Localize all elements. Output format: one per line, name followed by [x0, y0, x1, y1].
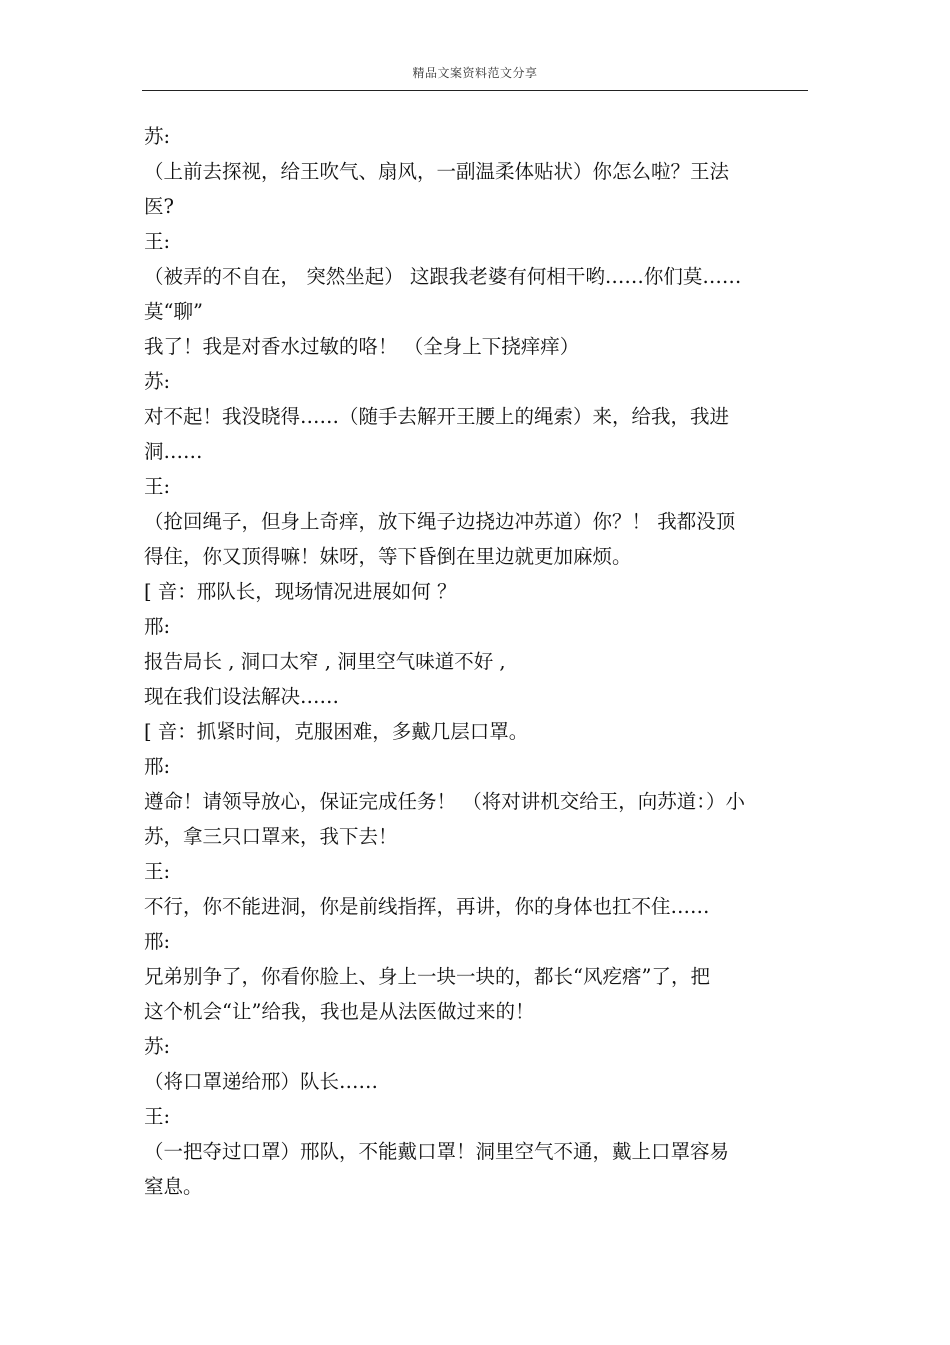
header-divider: [142, 90, 808, 91]
text-line: 现在我们设法解决……: [144, 685, 340, 708]
text-line: （被弄的不自在， 突然坐起） 这跟我老婆有何相干哟……你们莫……: [144, 265, 742, 288]
text-line: [ 音：抓紧时间，克服困难，多戴几层口罩。: [144, 720, 529, 743]
text-line: 报告局长 , 洞口太窄 , 洞里空气味道不好 ,: [144, 650, 506, 673]
text-line: （一把夺过口罩）邢队，不能戴口罩！洞里空气不通，戴上口罩容易: [144, 1140, 730, 1163]
text-line: 医?: [144, 195, 174, 218]
text-line: 遵命！请领导放心，保证完成任务！ （将对讲机交给王，向苏道：）小: [144, 790, 745, 813]
text-line: 王:: [144, 1105, 171, 1128]
text-line: [ 音：邢队长，现场情况进展如何 ？: [144, 580, 457, 603]
text-line: 邢:: [144, 615, 171, 638]
text-line: 王:: [144, 475, 171, 498]
text-line: 莫“聊”: [144, 300, 203, 323]
text-line: （将口罩递给邢）队长……: [144, 1070, 379, 1093]
text-line: 不行，你不能进洞，你是前线指挥，再讲，你的身体也扛不住……: [144, 895, 710, 918]
text-line: 我了！我是对香水过敏的咯！ （全身上下挠痒痒）: [144, 335, 580, 358]
text-line: 苏，拿三只口罩来，我下去！: [144, 825, 398, 848]
text-line: 苏:: [144, 1035, 171, 1058]
text-line: （抢回绳子，但身上奇痒，放下绳子边挠边冲苏道）你？！ 我都没顶: [144, 510, 736, 533]
page-header: 精品文案资料范文分享: [412, 66, 538, 80]
text-line: 兄弟别争了，你看你脸上、身上一块一块的，都长“风疙瘩”了，把: [144, 965, 710, 988]
text-line: 对不起！我没晓得……（随手去解开王腰上的绳索）来，给我，我进: [144, 405, 730, 428]
text-line: 邢:: [144, 755, 171, 778]
text-line: 王:: [144, 860, 171, 883]
text-line: 这个机会“让”给我，我也是从法医做过来的！: [144, 1000, 535, 1023]
script-body: [144, 119, 814, 1204]
text-line: 洞……: [144, 440, 203, 463]
text-line: 王:: [144, 230, 171, 253]
text-line: （上前去探视，给王吹气、扇风，一副温柔体贴状）你怎么啦？王法: [144, 160, 730, 183]
text-line: 苏:: [144, 125, 171, 148]
text-line: 得住，你又顶得嘛！妹呀，等下昏倒在里边就更加麻烦。: [144, 545, 632, 568]
text-line: 邢:: [144, 930, 171, 953]
text-line: 窒息。: [144, 1175, 203, 1198]
text-line: 苏:: [144, 370, 171, 393]
